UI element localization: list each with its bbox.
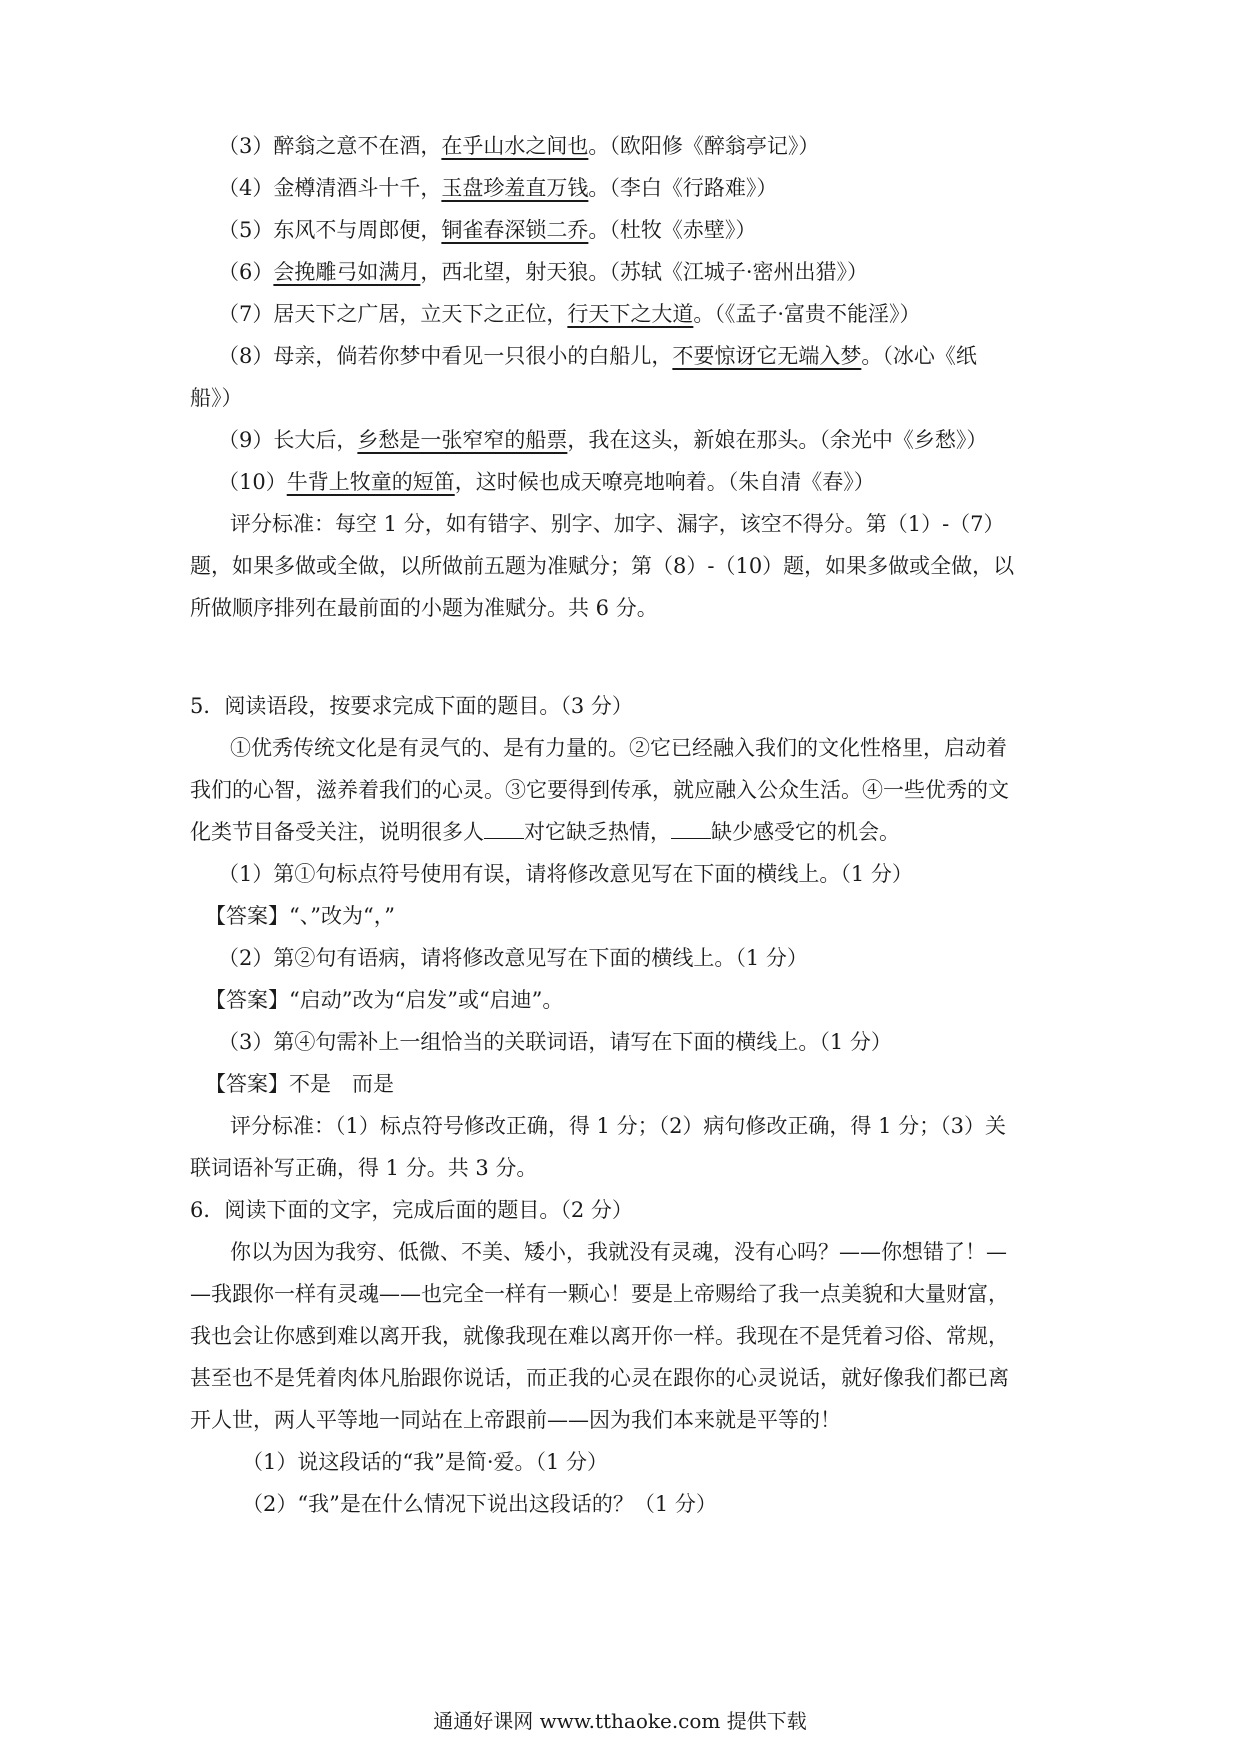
q6-passage-line-3: 我也会让你感到难以离开我，就像我现在难以离开你一样。我现在不是凭着习俗、常规， — [190, 1324, 1009, 1348]
q5-answer-1: 【答案】“、”改为“，” — [205, 904, 395, 928]
quote-answer-4: 玉盘珍羞直万钱 — [441, 176, 589, 200]
quote-item-8: （8）母亲，倘若你梦中看见一只很小的白船儿，不要惊讶它无端入梦。（冰心《纸 — [218, 344, 977, 368]
q5-subquestion-2: （2）第②句有语病，请将修改意见写在下面的横线上。（1 分） — [218, 946, 808, 970]
quote-item-10: （10）牛背上牧童的短笛，这时候也成天嘹亮地响着。（朱自清《春》） — [218, 470, 875, 494]
quote-item-8-cont: 船》） — [190, 386, 243, 410]
scoring-line-3: 所做顺序排列在最前面的小题为准赋分。共 6 分。 — [190, 596, 658, 620]
quote-answer-8: 不要惊讶它无端入梦 — [672, 344, 862, 368]
quote-answer-6: 会挽雕弓如满月 — [273, 260, 421, 284]
q5-subquestion-1: （1）第①句标点符号使用有误，请将修改意见写在下面的横线上。（1 分） — [218, 862, 913, 886]
quote-item-9: （9）长大后，乡愁是一张窄窄的船票，我在这头，新娘在那头。（余光中《乡愁》） — [218, 428, 988, 452]
q5-passage-line-3: 化类节目备受关注，说明很多人 对它缺乏热情， 缺少感受它的机会。 — [190, 820, 900, 844]
fill-blank-1 — [484, 820, 524, 839]
quote-item-7: （7）居天下之广居，立天下之正位，行天下之大道。（《孟子·富贵不能淫》） — [218, 302, 921, 326]
q5-subquestion-3: （3）第④句需补上一组恰当的关联词语，请写在下面的横线上。（1 分） — [218, 1030, 892, 1054]
q6-passage-line-4: 甚至也不是凭着肉体凡胎跟你说话，而正我的心灵在跟你的心灵说话，就好像我们都已离 — [190, 1366, 1009, 1390]
page-footer: 通通好课网 www.tthaoke.com 提供下载 — [433, 1709, 807, 1733]
q5-answer-2: 【答案】“启动”改为“启发”或“启迪”。 — [205, 988, 564, 1012]
quote-answer-5: 铜雀春深锁二乔 — [441, 218, 589, 242]
quote-item-5: （5）东风不与周郎便，铜雀春深锁二乔。（杜牧《赤壁》） — [218, 218, 757, 242]
question-5-title: 5．阅读语段，按要求完成下面的题目。（3 分） — [190, 694, 633, 718]
quote-answer-3: 在乎山水之间也 — [441, 134, 589, 158]
q6-subquestion-1: （1）说这段话的“我”是简·爱。（1 分） — [242, 1450, 609, 1474]
q5-scoring-line-2: 联词语补写正确，得 1 分。共 3 分。 — [190, 1156, 538, 1180]
quote-item-4: （4）金樽清酒斗十千，玉盘珍羞直万钱。（李白《行路难》） — [218, 176, 778, 200]
scoring-line-1: 评分标准：每空 1 分，如有错字、别字、加字、漏字，该空不得分。第（1）-（7） — [230, 512, 1005, 536]
q5-answer-3: 【答案】不是 而是 — [205, 1072, 394, 1096]
q5-scoring-line-1: 评分标准：（1）标点符号修改正确，得 1 分；（2）病句修改正确，得 1 分；（3）关 — [230, 1114, 1007, 1138]
scoring-line-2: 题，如果多做或全做，以所做前五题为准赋分；第（8）-（10）题，如果多做或全做，以 — [190, 554, 1015, 578]
fill-blank-2 — [671, 820, 711, 839]
q5-passage-line-1: ①优秀传统文化是有灵气的、是有力量的。②它已经融入我们的文化性格里，启动着 — [230, 736, 1007, 760]
quote-item-6: （6）会挽雕弓如满月，西北望，射天狼。（苏轼《江城子·密州出猎》） — [218, 260, 869, 284]
q5-passage-line-2: 我们的心智，滋养着我们的心灵。③它要得到传承，就应融入公众生活。④一些优秀的文 — [190, 778, 1009, 802]
question-6-title: 6．阅读下面的文字，完成后面的题目。（2 分） — [190, 1198, 633, 1222]
q6-passage-line-2: —我跟你一样有灵魂——也完全一样有一颗心！要是上帝赐给了我一点美貌和大量财富， — [190, 1282, 1009, 1306]
q6-passage-line-5: 开人世，两人平等地一同站在上帝跟前——因为我们本来就是平等的！ — [190, 1408, 841, 1432]
q6-subquestion-2: （2）“我”是在什么情况下说出这段话的？（1 分） — [242, 1492, 717, 1516]
quote-answer-7: 行天下之大道 — [567, 302, 694, 326]
quote-answer-9: 乡愁是一张窄窄的船票 — [357, 428, 568, 452]
quote-item-3: （3）醉翁之意不在酒，在乎山水之间也。（欧阳修《醉翁亭记》） — [218, 134, 820, 158]
q6-passage-line-1: 你以为因为我穷、低微、不美、矮小，我就没有灵魂，没有心吗？——你想错了！— — [230, 1240, 1007, 1264]
quote-answer-10: 牛背上牧童的短笛 — [286, 470, 455, 494]
